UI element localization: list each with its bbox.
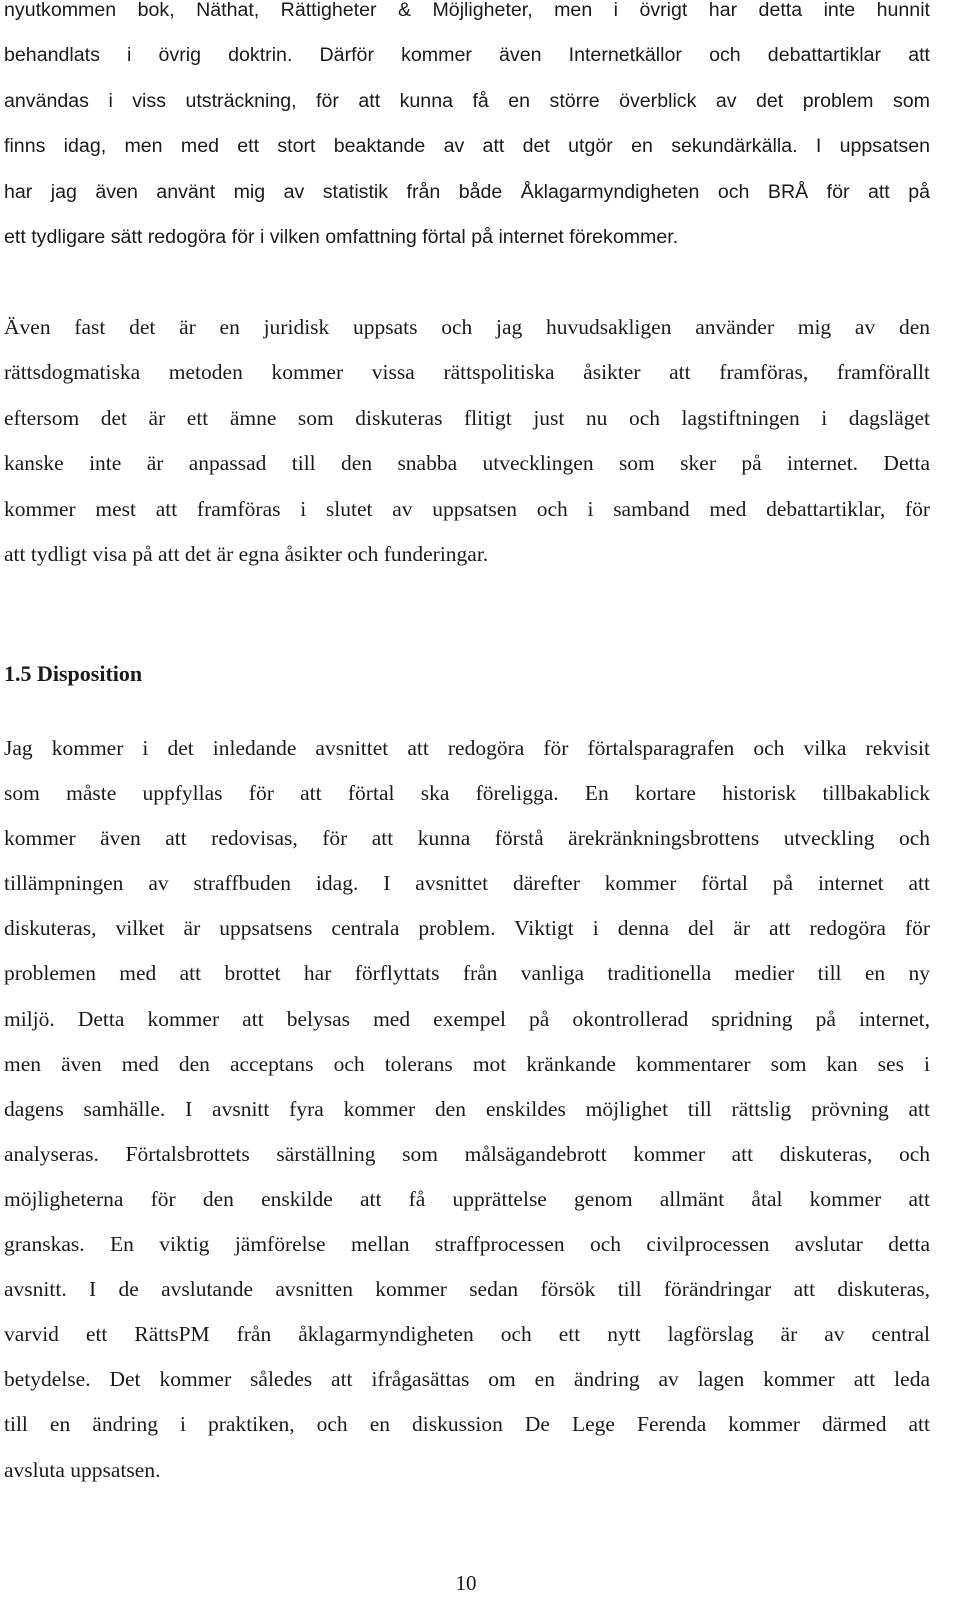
text-line: har jag även använt mig av statistik från både Åklagarmyndigheten och BRÅ för att på bbox=[4, 180, 930, 203]
text-line: ett tydligare sätt redogöra för i vilken omfattning förtal på internet förekommer. bbox=[4, 226, 679, 249]
text-line: miljö. Detta kommer att belysas med exempel på okontrollerad spridning på internet, bbox=[4, 1006, 930, 1031]
page-number: 10 bbox=[455, 1571, 477, 1595]
text-line: analyseras. Förtalsbrottets särställning som målsägandebrott kommer att diskuteras, och bbox=[4, 1141, 930, 1166]
text-line: att tydligt visa på att det är egna åsikter och funderingar. bbox=[4, 542, 489, 567]
text-line: Jag kommer i det inledande avsnittet att redogöra för förtalsparagrafen och vilka rekvisit bbox=[4, 736, 930, 760]
text-line: avsnitt. I de avslutande avsnitten kommer sedan försök till förändringar att diskuteras, bbox=[4, 1277, 930, 1302]
text-line: dagens samhälle. I avsnitt fyra kommer den enskildes möjlighet till rättslig prövning att bbox=[4, 1096, 930, 1121]
text-line: kommer även att redovisas, för att kunna förstå ärekränkningsbrottens utveckling och bbox=[4, 826, 930, 851]
text-line: tillämpningen av straffbuden idag. I avsnittet därefter kommer förtal på internet att bbox=[4, 871, 930, 896]
text-line: problemen med att brottet har förflyttats från vanliga traditionella medier till en ny bbox=[4, 961, 930, 986]
paragraph-method bbox=[4, 305, 930, 577]
text-line: eftersom det är ett ämne som diskuteras flitigt just nu och lagstiftningen i dagsläget bbox=[4, 405, 930, 430]
text-line: användas i viss utsträckning, för att kunna få en större överblick av det problem som bbox=[4, 89, 930, 112]
text-line: finns idag, men med ett stort beaktande av att det utgör en sekundärkälla. I uppsatsen bbox=[4, 135, 930, 158]
text-line: varvid ett RättsPM från åklagarmyndigheten och ett nytt lagförslag är av central bbox=[4, 1322, 930, 1347]
text-line: till en ändring i praktiken, och en diskussion De Lege Ferenda kommer därmed att bbox=[4, 1412, 930, 1437]
text-line: Även fast det är en juridisk uppsats och jag huvudsakligen använder mig av den bbox=[4, 315, 930, 339]
paragraph-disposition bbox=[4, 726, 930, 1493]
section-heading: 1.5 Disposition bbox=[4, 661, 143, 686]
text-line: möjligheterna för den enskilde att få upprättelse genom allmänt åtal kommer att bbox=[4, 1186, 930, 1211]
text-line: rättsdogmatiska metoden kommer vissa rättspolitiska åsikter att framföras, framförallt bbox=[4, 360, 930, 385]
paragraph-sources bbox=[4, 0, 930, 260]
text-line: behandlats i övrig doktrin. Därför kommer även Internetkällor och debattartiklar att bbox=[4, 44, 930, 67]
text-line: avsluta uppsatsen. bbox=[4, 1457, 161, 1482]
text-line: kommer mest att framföras i slutet av uppsatsen och i samband med debattartiklar, för bbox=[4, 496, 930, 521]
text-line: betydelse. Det kommer således att ifrågasättas om en ändring av lagen kommer att leda bbox=[4, 1367, 930, 1392]
text-line: kanske inte är anpassad till den snabba utvecklingen som sker på internet. Detta bbox=[4, 451, 930, 476]
text-line: granskas. En viktig jämförelse mellan straffprocessen och civilprocessen avslutar detta bbox=[4, 1232, 930, 1257]
text-line: nyutkommen bok, Näthat, Rättigheter & Möjligheter, men i övrigt har detta inte hunnit bbox=[4, 0, 930, 21]
text-line: som måste uppfyllas för att förtal ska föreligga. En kortare historisk tillbakablick bbox=[4, 781, 930, 806]
text-line: men även med den acceptans och tolerans mot kränkande kommentarer som kan ses i bbox=[4, 1051, 930, 1076]
text-line: diskuteras, vilket är uppsatsens centrala problem. Viktigt i denna del är att redogöra för bbox=[4, 916, 930, 941]
